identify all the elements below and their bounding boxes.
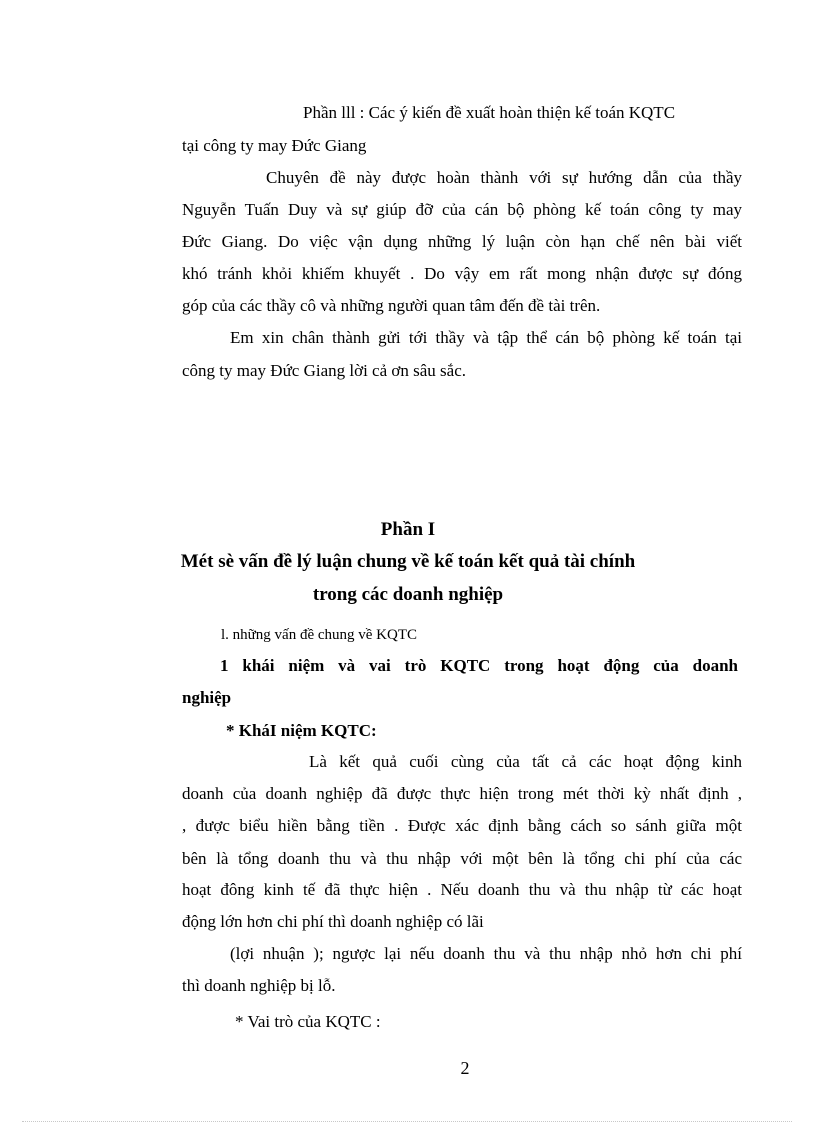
concept-line-4: bên là tổng doanh thu và thu nhập với một bên là tổng chi phí của các: [182, 849, 742, 868]
concept-line-2: doanh của doanh nghiệp đã được thực hiện trong mét thời kỳ nhất định ,: [182, 784, 742, 803]
part1-title-line-2: trong các doanh nghiệp: [312, 584, 504, 605]
part1-title-line-1: Mét sè vấn đề lý luận chung về kế toán kết quả tài chính: [180, 551, 636, 572]
intro-paragraph-line-4: khó tránh khỏi khiếm khuyết . Do vậy em rất mong nhận được sự đóng: [182, 264, 742, 283]
section-heading: l. những vấn đề chung về KQTC: [221, 627, 418, 643]
subsection-heading-line-1: 1 khái niệm và vai trò KQTC trong hoạt động của doanh: [220, 656, 738, 675]
role-heading: * Vai trò của KQTC :: [235, 1012, 381, 1031]
concept-line-8: thì doanh nghiệp bị lỗ.: [182, 976, 336, 995]
intro-paragraph-line-1: Chuyên đề này được hoàn thành với sự hướng dẫn của thầy: [266, 168, 742, 187]
page-bottom-rule: [22, 1121, 792, 1122]
thanks-line-2: công ty may Đức Giang lời cả ơn sâu sắc.: [182, 361, 467, 380]
intro-paragraph-line-3: Đức Giang. Do việc vận dụng những lý luận còn hạn chế nên bài viết: [182, 232, 742, 251]
concept-heading: * KháI niệm KQTC:: [226, 721, 377, 740]
intro-paragraph-line-5: góp của các thầy cô và những người quan tâm đến đề tài trên.: [182, 296, 601, 315]
page-number: 2: [460, 1058, 470, 1078]
part3-line-2: tại công ty may Đức Giang: [182, 136, 367, 155]
intro-paragraph-line-2: Nguyễn Tuấn Duy và sự giúp đỡ của cán bộ phòng kế toán công ty may: [182, 200, 742, 219]
part3-line-1: Phần lll : Các ý kiến đề xuất hoàn thiện kế toán KQTC: [303, 103, 676, 122]
part1-heading: Phần I: [380, 519, 436, 540]
concept-line-6: động lớn hơn chi phí thì doanh nghiệp có lãi: [182, 912, 484, 931]
concept-line-7: (lợi nhuận ); ngược lại nếu doanh thu và thu nhập nhỏ hơn chi phí: [230, 944, 742, 963]
subsection-heading-line-2: nghiệp: [182, 688, 232, 707]
concept-line-1: Là kết quả cuối cùng của tất cả các hoạt động kinh: [309, 752, 742, 771]
thanks-line-1: Em xin chân thành gửi tới thầy và tập thể cán bộ phòng kế toán tại: [230, 328, 742, 347]
concept-line-5: hoạt đông kinh tế đã thực hiện . Nếu doanh thu và thu nhập từ các hoạt: [182, 880, 742, 899]
concept-line-3: , được biểu hiền bằng tiền . Được xác định bằng cách so sánh giữa một: [182, 816, 742, 835]
